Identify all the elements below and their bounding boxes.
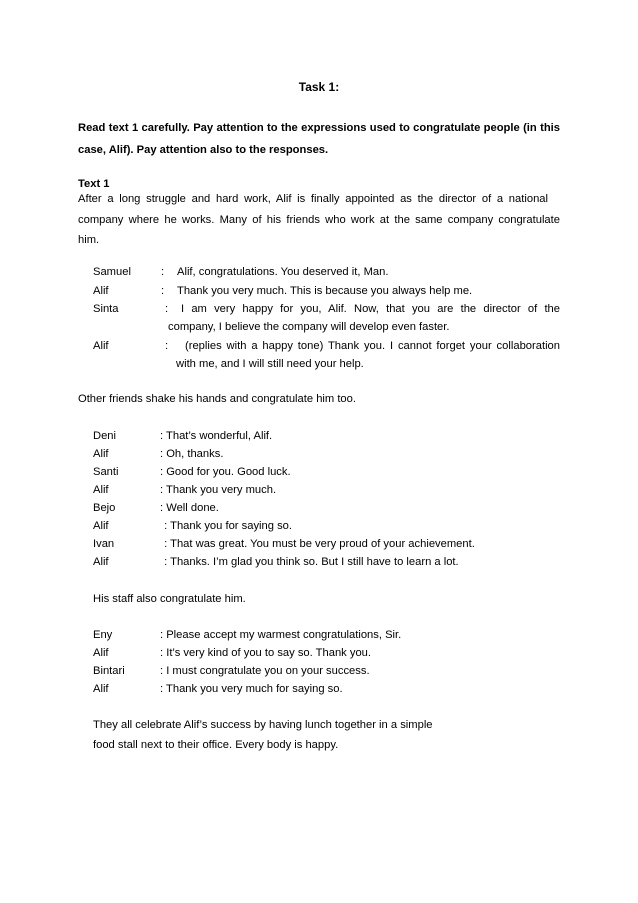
dialog-text: : That’s wonderful, Alif. xyxy=(160,430,273,442)
dialog-text: : Well done. xyxy=(160,502,219,514)
narration-2: His staff also congratulate him. xyxy=(93,593,246,605)
dialog-text-continued: with me, and I will still need your help. xyxy=(176,358,364,370)
dialog-text: : Thank you very much for saying so. xyxy=(160,683,343,695)
speaker-name: Alif xyxy=(93,556,109,568)
speaker-name: Ivan xyxy=(93,538,115,550)
dialog-text: Thank you very much. This is because you always help me. xyxy=(177,285,473,297)
speaker-colon: : xyxy=(161,285,165,297)
narration-1: Other friends shake his hands and congratulate him too. xyxy=(78,393,356,405)
speaker-name: Alif xyxy=(93,647,109,659)
dialog-text: : That was great. You must be very proud of your achievement. xyxy=(161,538,475,550)
speaker-name: Sinta xyxy=(93,303,119,315)
speaker-name: Alif xyxy=(93,448,109,460)
task-title: Task 1: xyxy=(298,80,340,94)
speaker-name: Deni xyxy=(93,430,117,442)
dialog-text: : Good for you. Good luck. xyxy=(160,466,291,478)
speaker-name: Bejo xyxy=(93,502,116,514)
speaker-name: Santi xyxy=(93,466,119,478)
speaker-name: Bintari xyxy=(93,665,125,677)
dialog-text: : Please accept my warmest congratulations, Sir. xyxy=(160,629,402,641)
speaker-name: Eny xyxy=(93,629,113,641)
dialog-text: : Thank you very much. xyxy=(160,484,277,496)
dialog-text: Alif, congratulations. You deserved it, Man. xyxy=(177,266,389,278)
speaker-name: Alif xyxy=(93,683,109,695)
speaker-name: Alif xyxy=(93,484,109,496)
instruction-line-2: case, Alif). Pay attention also to the responses. xyxy=(78,144,329,156)
dialog-text-continued: company, I believe the company will develop even faster. xyxy=(168,321,450,333)
closing-line-2: food stall next to their office. Every body is happy. xyxy=(93,739,339,751)
dialog-text: I am very happy for you, Alif. Now, that you are the director of the xyxy=(181,303,560,315)
intro-line-2: company where he works. Many of his friends who work at the same company congratulate xyxy=(78,214,560,226)
dialog-text: : Thank you for saying so. xyxy=(161,520,293,532)
speaker-name: Alif xyxy=(93,520,109,532)
instruction-line-1: Read text 1 carefully. Pay attention to the expressions used to congratulate people (in this xyxy=(78,122,560,134)
speaker-colon: : xyxy=(165,340,169,352)
speaker-colon: : xyxy=(161,266,165,278)
speaker-colon: : xyxy=(165,303,169,315)
speaker-name: Samuel xyxy=(93,266,131,278)
intro-line-1: After a long struggle and hard work, Alif is finally appointed as the director of a national xyxy=(78,193,548,205)
closing-line-1: They all celebrate Alif’s success by having lunch together in a simple xyxy=(93,719,433,731)
dialog-text: : Thanks. I’m glad you think so. But I still have to learn a lot. xyxy=(161,556,459,568)
dialog-text: (replies with a happy tone) Thank you. I cannot forget your collaboration xyxy=(185,340,560,352)
dialog-text: : I must congratulate you on your success. xyxy=(160,665,370,677)
dialog-text: : Oh, thanks. xyxy=(160,448,224,460)
speaker-name: Alif xyxy=(93,285,109,297)
dialog-text: : It’s very kind of you to say so. Thank you. xyxy=(160,647,372,659)
speaker-name: Alif xyxy=(93,340,109,352)
intro-line-3: him. xyxy=(78,234,100,246)
text-heading: Text 1 xyxy=(78,178,110,190)
